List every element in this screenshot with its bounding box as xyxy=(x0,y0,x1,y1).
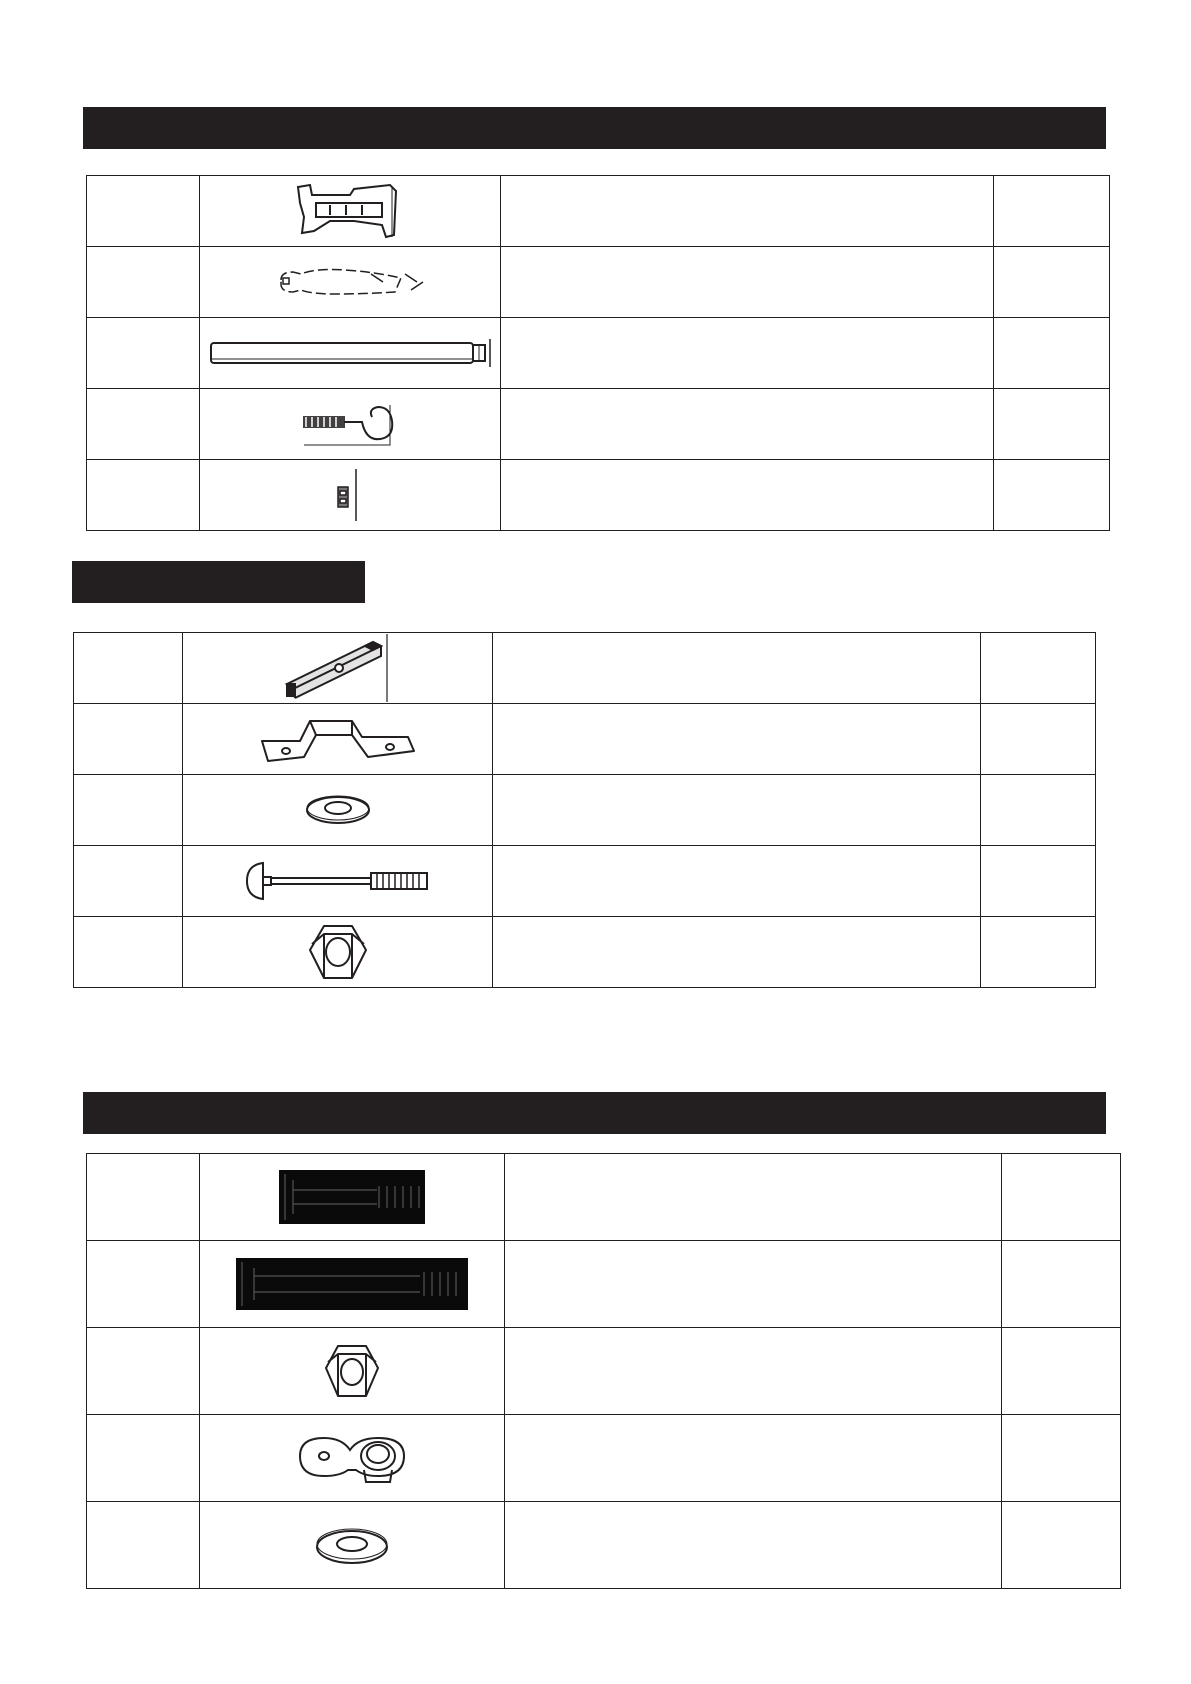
part-quantity xyxy=(981,704,1096,775)
part-quantity xyxy=(1002,1328,1121,1415)
long-bolt-icon xyxy=(236,1258,468,1310)
part-quantity xyxy=(1002,1241,1121,1328)
bolt-cap-icon xyxy=(294,1430,410,1486)
part-number xyxy=(87,1241,200,1328)
part-description xyxy=(505,1502,1002,1589)
part-number xyxy=(87,460,200,531)
part-description xyxy=(493,704,981,775)
bracket-icon xyxy=(290,181,410,241)
part-quantity xyxy=(994,389,1110,460)
part-number xyxy=(87,389,200,460)
section-header-bar-1 xyxy=(83,107,1106,149)
part-number xyxy=(87,1154,200,1241)
part-description xyxy=(493,633,981,704)
part-number xyxy=(74,633,183,704)
table-row xyxy=(87,1241,1121,1328)
wing-clip-icon xyxy=(275,262,425,302)
part-quantity xyxy=(994,318,1110,389)
table-row xyxy=(74,846,1096,917)
table-row xyxy=(87,247,1110,318)
table-row xyxy=(87,1502,1121,1589)
part-description xyxy=(505,1415,1002,1502)
washer-icon xyxy=(303,792,373,828)
part-description xyxy=(493,917,981,988)
part-description xyxy=(501,389,994,460)
table-row xyxy=(87,1415,1121,1502)
part-quantity xyxy=(994,176,1110,247)
part-quantity xyxy=(981,775,1096,846)
hex-nut-icon xyxy=(322,1342,382,1400)
part-number xyxy=(87,1502,200,1589)
part-number xyxy=(74,704,183,775)
part-description xyxy=(505,1241,1002,1328)
part-number xyxy=(87,176,200,247)
part-quantity xyxy=(1002,1154,1121,1241)
part-number xyxy=(87,1415,200,1502)
part-quantity xyxy=(981,633,1096,704)
part-description xyxy=(501,460,994,531)
part-quantity xyxy=(994,247,1110,318)
parts-table-2 xyxy=(73,632,1096,988)
part-number xyxy=(74,917,183,988)
u-bracket-icon xyxy=(258,711,418,767)
table-row xyxy=(87,460,1110,531)
parts-table-3 xyxy=(86,1153,1121,1589)
table-row xyxy=(87,318,1110,389)
hex-nut-icon xyxy=(306,922,370,982)
part-number xyxy=(87,1328,200,1415)
table-row xyxy=(87,176,1110,247)
part-number xyxy=(87,247,200,318)
part-description xyxy=(501,247,994,318)
section-header-bar-3 xyxy=(83,1092,1106,1134)
table-row xyxy=(87,389,1110,460)
section-header-bar-2 xyxy=(72,561,365,603)
carriage-bolt-icon xyxy=(243,859,433,903)
part-description xyxy=(493,775,981,846)
hook-screw-icon xyxy=(300,401,400,447)
table-row xyxy=(87,1154,1121,1241)
part-quantity xyxy=(1002,1502,1121,1589)
rod-icon xyxy=(207,335,493,371)
part-number xyxy=(74,775,183,846)
part-quantity xyxy=(1002,1415,1121,1502)
part-quantity xyxy=(981,917,1096,988)
part-description xyxy=(505,1328,1002,1415)
table-row xyxy=(74,775,1096,846)
part-description xyxy=(505,1154,1002,1241)
small-fitting-icon xyxy=(330,467,370,523)
part-description xyxy=(501,318,994,389)
part-quantity xyxy=(981,846,1096,917)
square-tube-icon xyxy=(283,634,393,702)
table-row xyxy=(74,917,1096,988)
part-description xyxy=(501,176,994,247)
washer-icon xyxy=(312,1523,392,1567)
parts-table-1 xyxy=(86,175,1110,531)
table-row xyxy=(74,704,1096,775)
short-bolt-icon xyxy=(279,1170,425,1224)
part-number xyxy=(74,846,183,917)
part-description xyxy=(493,846,981,917)
part-number xyxy=(87,318,200,389)
part-quantity xyxy=(994,460,1110,531)
table-row xyxy=(87,1328,1121,1415)
table-row xyxy=(74,633,1096,704)
